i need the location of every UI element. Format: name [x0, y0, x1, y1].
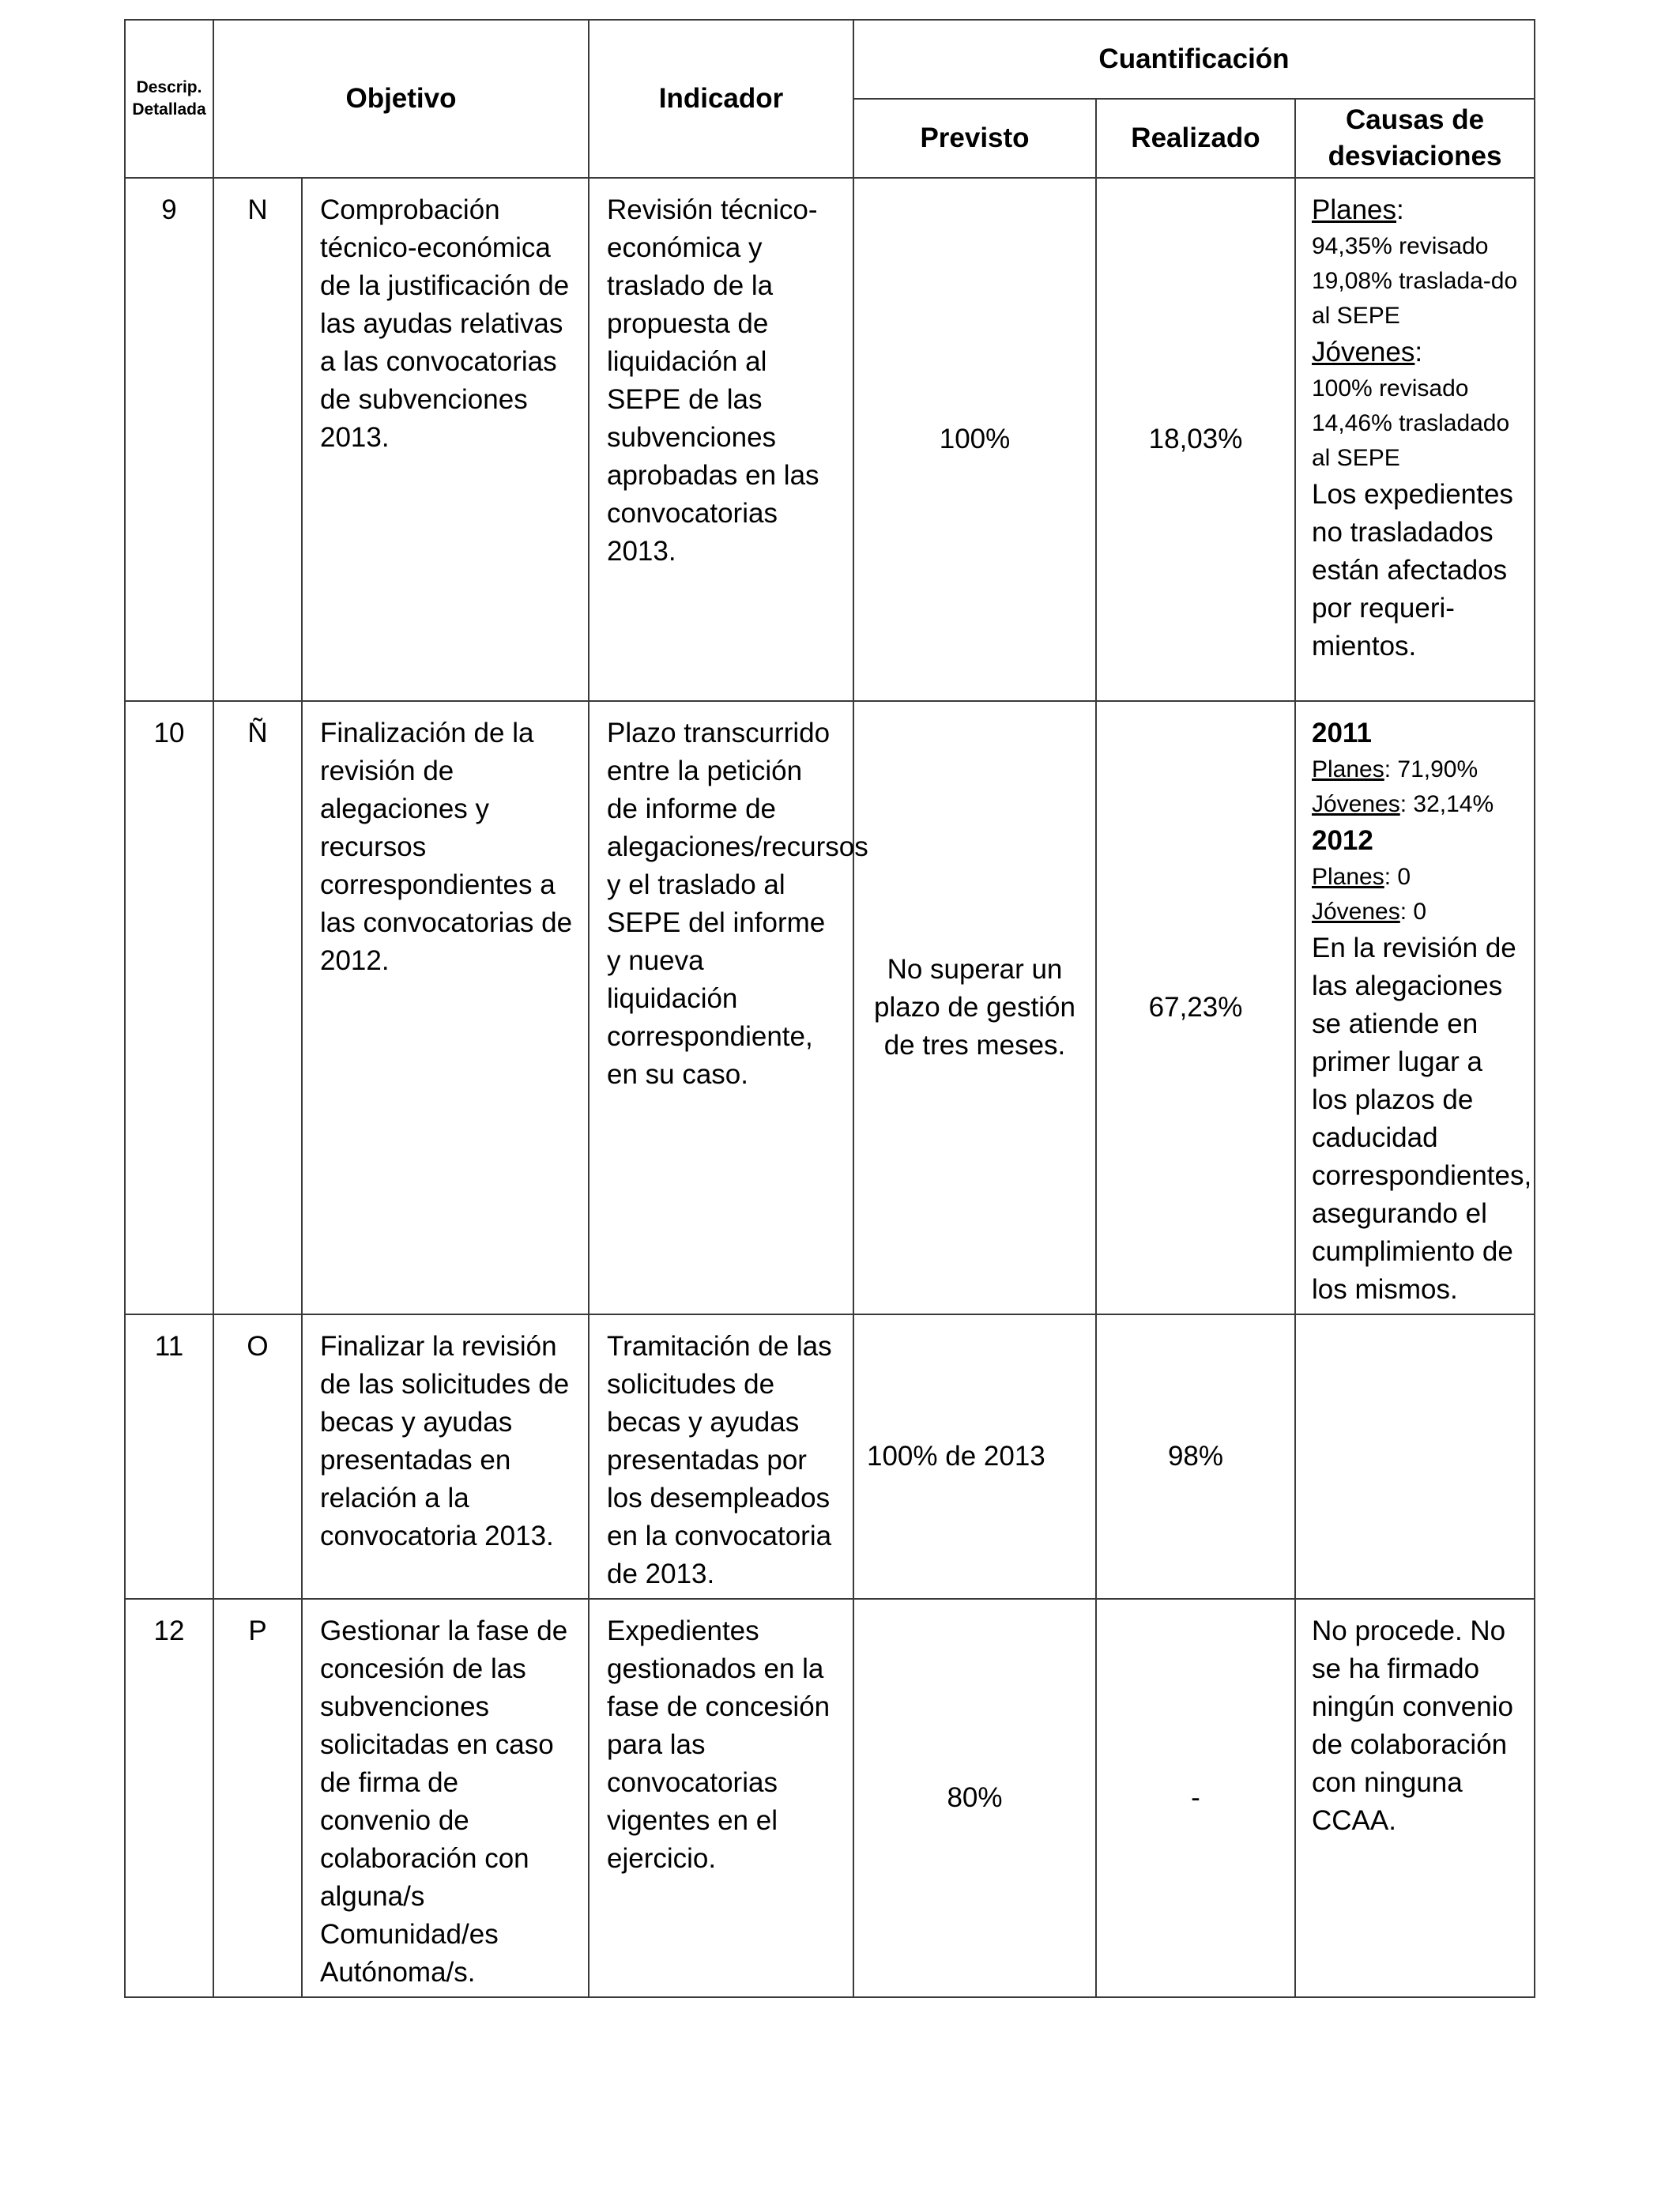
- planes-label: Planes: [1312, 194, 1397, 225]
- causas-cell: 2011 Planes: 71,90% Jóvenes: 32,14% 2012 Planes: 0 Jóvenes: 0 En la revisión de las alegaciones se atiende en primer lugar a los plazos de caducidad correspondientes, asegurando el cumplimiento de los mismos.: [1295, 701, 1535, 1314]
- header-objetivo: Objetivo: [213, 20, 589, 178]
- jovenes-label: Jóvenes: [1312, 791, 1400, 817]
- row-letter: O: [213, 1314, 302, 1599]
- objectives-table: [124, 19, 1535, 1998]
- objetivo-cell: Finalizar la revisión de las solicitudes de becas y ayudas presentadas en relación a la convocatoria 2013.: [302, 1314, 589, 1599]
- planes-label: Planes: [1312, 756, 1384, 782]
- causas-note: En la revisión de las alegaciones se atiende en primer lugar a los plazos de caducidad correspondientes, asegurando el cumplimiento de los mismos.: [1312, 933, 1532, 1305]
- header-previsto: Previsto: [853, 99, 1096, 178]
- planes-label: Planes: [1312, 864, 1384, 890]
- table-row: [125, 701, 1535, 1314]
- causas-cell: Planes: 94,35% revisado 19,08% traslada-do al SEPE Jóvenes: 100% revisado 14,46% trasladado al SEPE Los expedientes no trasladados están afectados por requeri-mientos.: [1295, 178, 1535, 701]
- year-2011: 2011: [1312, 718, 1372, 748]
- table-row: [125, 1314, 1535, 1599]
- table-row: [125, 1599, 1535, 1997]
- year-2012: 2012: [1312, 825, 1373, 856]
- jovenes-2011-value: 32,14%: [1413, 791, 1494, 817]
- indicador-cell: Plazo transcurrido entre la petición de informe de alegaciones/recursos y el traslado al SEPE del informe y nueva liquidación correspondiente, en su caso.: [589, 701, 853, 1314]
- objetivo-cell: Finalización de la revisión de alegaciones y recursos correspondientes a las convocatorias de 2012.: [302, 701, 589, 1314]
- indicador-cell: Revisión técnico-económica y traslado de la propuesta de liquidación al SEPE de las subvenciones aprobadas en las convocatorias 2013.: [589, 178, 853, 701]
- jovenes-label: Jóvenes: [1312, 337, 1415, 368]
- previsto-cell: 100% de 2013: [853, 1314, 1096, 1599]
- realizado-cell: 98%: [1096, 1314, 1295, 1599]
- previsto-cell: 80%: [853, 1599, 1096, 1997]
- row-number: 9: [125, 178, 213, 701]
- planes-2011-value: 71,90%: [1397, 756, 1478, 782]
- previsto-cell: No superar un plazo de gestión de tres meses.: [853, 701, 1096, 1314]
- row-letter: Ñ: [213, 701, 302, 1314]
- jovenes-2012-value: 0: [1413, 899, 1427, 925]
- causas-note: Los expedientes no trasladados están afectados por requeri-mientos.: [1312, 479, 1513, 662]
- row-letter: P: [213, 1599, 302, 1997]
- planes-revisado: 94,35% revisado: [1312, 233, 1489, 259]
- jovenes-trasladado: 14,46% trasladado al SEPE: [1312, 410, 1510, 471]
- indicador-cell: Expedientes gestionados en la fase de concesión para las convocatorias vigentes en el ejercicio.: [589, 1599, 853, 1997]
- header-causas: Causas de desviaciones: [1295, 99, 1535, 178]
- realizado-cell: -: [1096, 1599, 1295, 1997]
- header-descrip: Descrip. Detallada: [125, 20, 213, 178]
- realizado-cell: 67,23%: [1096, 701, 1295, 1314]
- jovenes-revisado: 100% revisado: [1312, 375, 1469, 401]
- indicador-cell: Tramitación de las solicitudes de becas y ayudas presentadas por los desempleados en la convocatoria de 2013.: [589, 1314, 853, 1599]
- row-number: 10: [125, 701, 213, 1314]
- row-number: 12: [125, 1599, 213, 1997]
- header-indicador: Indicador: [589, 20, 853, 178]
- table-row: [125, 178, 1535, 701]
- objetivo-cell: Comprobación técnico-económica de la justificación de las ayudas relativas a las convocatorias de subvenciones 2013.: [302, 178, 589, 701]
- previsto-cell: 100%: [853, 178, 1096, 701]
- realizado-cell: 18,03%: [1096, 178, 1295, 701]
- jovenes-label: Jóvenes: [1312, 899, 1400, 925]
- causas-cell: No procede. No se ha firmado ningún convenio de colaboración con ninguna CCAA.: [1295, 1599, 1535, 1997]
- planes-2012-value: 0: [1397, 864, 1411, 890]
- row-letter: N: [213, 178, 302, 701]
- row-number: 11: [125, 1314, 213, 1599]
- planes-trasladado: 19,08% traslada-do al SEPE: [1312, 268, 1518, 329]
- causas-cell: [1295, 1314, 1535, 1599]
- header-cuantificacion: Cuantificación: [853, 20, 1535, 99]
- header-realizado: Realizado: [1096, 99, 1295, 178]
- objetivo-cell: Gestionar la fase de concesión de las subvenciones solicitadas en caso de firma de convenio de colaboración con alguna/s Comunidad/es Autónoma/s.: [302, 1599, 589, 1997]
